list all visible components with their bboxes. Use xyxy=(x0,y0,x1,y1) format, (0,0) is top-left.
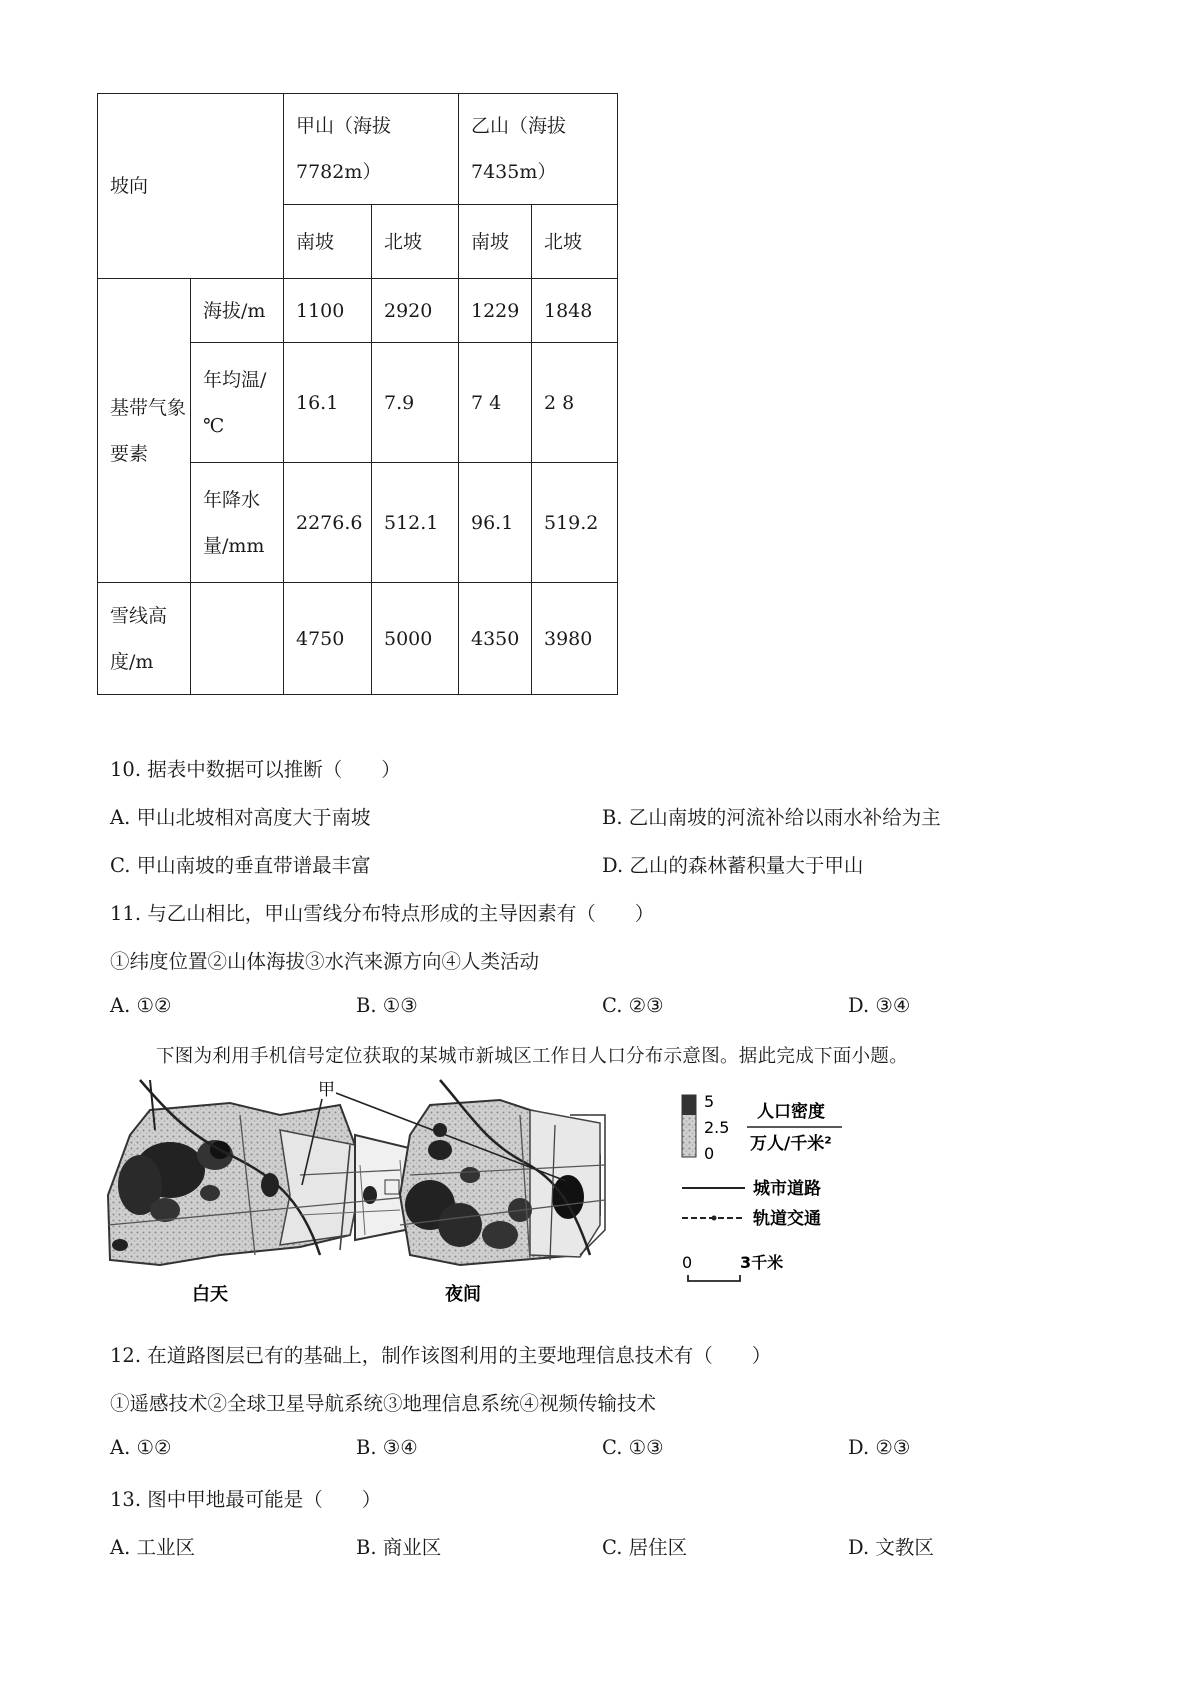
slope-direction-header: 坡向 xyxy=(98,94,284,279)
table-cell xyxy=(191,583,284,695)
scale-label: 3千米 xyxy=(740,1253,784,1272)
row-label: 海拔/m xyxy=(191,279,284,343)
legend-title: 人口密度 xyxy=(757,1102,825,1122)
q11-option-d[interactable]: D. ③④ xyxy=(848,994,911,1017)
q10-option-b[interactable]: B. 乙山南坡的河流补给以雨水补给为主 xyxy=(602,806,941,829)
day-label: 白天 xyxy=(192,1284,228,1305)
q12-stem: 12. 在道路图层已有的基础上，制作该图利用的主要地理信息技术有（ ） xyxy=(110,1344,772,1367)
table-cell: 1848 xyxy=(532,279,618,343)
table-cell: 1229 xyxy=(459,279,532,343)
jia-label: 甲 xyxy=(318,1080,335,1100)
q12-items: ①遥感技术②全球卫星导航系统③地理信息系统④视频传输技术 xyxy=(110,1392,657,1415)
figure-intro: 下图为利用手机信号定位获取的某城市新城区工作日人口分布示意图。据此完成下面小题。 xyxy=(156,1046,909,1067)
a-north-header: 北坡 xyxy=(372,205,459,279)
table-cell: 2 8 xyxy=(532,343,618,463)
b-north-header: 北坡 xyxy=(532,205,618,279)
legend-rail: 轨道交通 xyxy=(753,1209,821,1229)
table-cell: 2920 xyxy=(372,279,459,343)
q10-stem: 10. 据表中数据可以推断（ ） xyxy=(110,758,401,781)
row-label: 年均温/℃ xyxy=(191,343,284,463)
q12-option-b[interactable]: B. ③④ xyxy=(356,1436,418,1459)
night-map xyxy=(400,1080,605,1305)
q10-option-d[interactable]: D. 乙山的森林蓄积量大于甲山 xyxy=(602,854,864,877)
q11-items: ①纬度位置②山体海拔③水汽来源方向④人类活动 xyxy=(110,950,540,973)
table-cell: 5000 xyxy=(372,583,459,695)
row-label: 雪线高度/m xyxy=(98,583,191,695)
table-cell: 7 4 xyxy=(459,343,532,463)
q10-option-c[interactable]: C. 甲山南坡的垂直带谱最丰富 xyxy=(110,854,371,877)
table-cell: 512.1 xyxy=(372,463,459,583)
table-cell: 4350 xyxy=(459,583,532,695)
q13-stem: 13. 图中甲地最可能是（ ） xyxy=(110,1488,382,1511)
q11-stem: 11. 与乙山相比，甲山雪线分布特点形成的主导因素有（ ） xyxy=(110,902,655,925)
table-cell: 2276.6 xyxy=(284,463,372,583)
table-cell: 16.1 xyxy=(284,343,372,463)
q11-option-c[interactable]: C. ②③ xyxy=(602,994,664,1017)
legend-value: 0 xyxy=(704,1144,715,1163)
population-density-map xyxy=(100,1075,1020,1310)
night-label: 夜间 xyxy=(445,1284,481,1305)
q13-option-d[interactable]: D. 文教区 xyxy=(848,1536,934,1559)
mountain-a-header: 甲山（海拔7782m） xyxy=(284,94,459,205)
legend-value: 2.5 xyxy=(704,1118,730,1137)
table-cell: 7.9 xyxy=(372,343,459,463)
q10-option-a[interactable]: A. 甲山北坡相对高度大于南坡 xyxy=(110,806,371,829)
table-cell: 1100 xyxy=(284,279,372,343)
group-label: 基带气象要素 xyxy=(98,279,191,583)
climate-table xyxy=(97,93,618,695)
legend-unit: 万人/千米² xyxy=(750,1134,832,1154)
q11-option-a[interactable]: A. ①② xyxy=(110,994,172,1017)
table-cell: 519.2 xyxy=(532,463,618,583)
legend-road: 城市道路 xyxy=(753,1179,821,1199)
q12-option-a[interactable]: A. ①② xyxy=(110,1436,172,1459)
table-cell: 3980 xyxy=(532,583,618,695)
row-label: 年降水量/mm xyxy=(191,463,284,583)
q13-option-a[interactable]: A. 工业区 xyxy=(110,1536,195,1559)
q13-option-b[interactable]: B. 商业区 xyxy=(356,1536,442,1559)
map-legend xyxy=(682,1092,842,1281)
q11-option-b[interactable]: B. ①③ xyxy=(356,994,418,1017)
scale-zero: 0 xyxy=(682,1253,693,1272)
table-cell: 96.1 xyxy=(459,463,532,583)
legend-value: 5 xyxy=(704,1092,715,1111)
q12-option-c[interactable]: C. ①③ xyxy=(602,1436,664,1459)
q12-option-d[interactable]: D. ②③ xyxy=(848,1436,911,1459)
q13-option-c[interactable]: C. 居住区 xyxy=(602,1536,688,1559)
a-south-header: 南坡 xyxy=(284,205,372,279)
mountain-b-header: 乙山（海拔7435m） xyxy=(459,94,618,205)
b-south-header: 南坡 xyxy=(459,205,532,279)
day-map xyxy=(108,1080,430,1305)
table-cell: 4750 xyxy=(284,583,372,695)
